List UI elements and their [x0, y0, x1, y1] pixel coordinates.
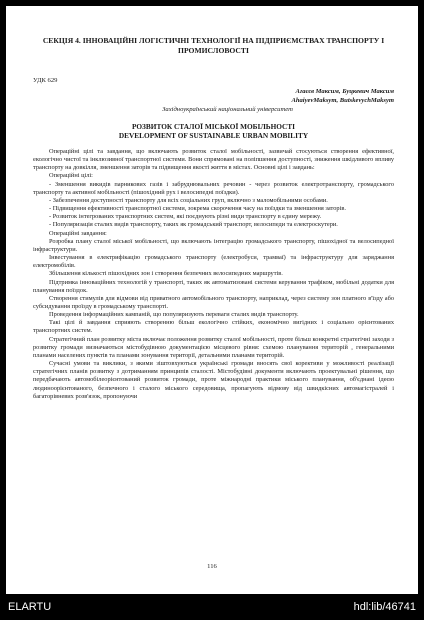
article-body [33, 148, 394, 401]
paragraph: Збільшення кількості пішохідних зон і створення безпечних велосипедних маршрутів. [49, 270, 283, 278]
handle-identifier: hdl:lib/46741 [353, 601, 416, 613]
title-ukrainian: РОЗВИТОК СТАЛОЇ МІСЬКОЇ МОБІЛЬНОСТІ [131, 122, 296, 131]
section-heading: СЕКЦІЯ 4. ІННОВАЦІЙНІ ЛОГІСТИЧНІ ТЕХНОЛОГІЇ НА ПІДПРИЄМСТВАХ ТРАНСПОРТУ І ПРОМИСЛОВОСТІ [42, 36, 385, 55]
title-english: DEVELOPMENT OF SUSTAINABLE URBAN MOBILITY [118, 131, 309, 140]
paragraph: - Популяризація сталих видів транспорту, таких як громадський транспорт, велосипеди та електроскутери. [49, 221, 338, 229]
paragraph: Стратегічний план розвитку міста включає положення розвитку сталої мобільності, проте більш конкретні стратегічні заходи з розвитку громади визначаються містобудівною документацією місцевого рівня: схемою планування територій , генеральними планами населених пунктів та планами зонування території, детальними планами територій. [33, 335, 394, 359]
paragraph: - Розвиток інтегрованих транспортних систем, які поєднують різні види транспорту в єдину мережу. [49, 213, 322, 221]
paragraph: Підтримка інноваційних технологій у транспорті, таких як автоматизовані системи керування трафіком, мобільні додатки для планування поїздок. [33, 278, 394, 294]
paragraph: Інвестування в електрифікацію громадського транспорту (електробуси, трамваї) та інфраструктуру для заряджання електромобілів. [33, 254, 394, 270]
affiliation: Західноукраїнський національний університет [162, 106, 293, 113]
document-page [6, 6, 418, 594]
paragraph: Операційні завдання: [49, 229, 107, 237]
paragraph: - Зменшення викидів парникових газів і забруднювальних речовин - через розвиток електротранспорту, громадського транспорту та активної мобільності (пішохідний рух і велосипедні поїздки). [33, 180, 394, 196]
authors-ukrainian: Агаєєв Максим, Буцкевич Максим [295, 88, 394, 95]
paragraph: - Підвищення ефективності транспортної системи, зокрема скорочення часу на поїздки та зменшення заторів. [49, 205, 346, 213]
paragraph: Такі цілі й завдання сприяють створенню більш екологічно стійких, економічно вигідних і соціально орієнтованих транспортних систем. [33, 319, 394, 335]
paragraph: Створення стимулів для відмови від приватного автомобільного транспорту, наприклад, через систему зон платного в'їзду або субсидування проїзду в громадському транспорті. [33, 294, 394, 310]
page-number: 116 [207, 563, 217, 570]
paragraph: Розробка плану сталої міської мобільності, що включають інтеграцію громадського транспорту, пішохідної та велосипедної інфраструктури. [33, 237, 394, 253]
udk-code: УДК 629 [33, 77, 58, 84]
paragraph: Операційні цілі та завдання, що включають розвиток сталої мобільності, зазвичай стосуються створення ефективної, екологічно чистої та інклюзивної транспортної системи. Вони спрямовані на поліпшення доступності, зниження шкідливого впливу транспорту на довкілля, зменшення заторів та підвищення якості життя в містах. Основні цілі і завдань: [33, 148, 394, 172]
paragraph: Операційні цілі: [49, 172, 93, 180]
paragraph: Сучасні умови та виклики, з якими зіштовхуються українські громади вносять свої корективи у можливості реалізації стратегічних планів розвитку з дотриманням принципів сталості. Містобудівні документи включають проектувальні рішення, що передбачають автомобілеорієнтований розвиток громади, проте міжнародні практики міського планування, об'єднані ідеєю людиноорієнтованого, безпечного і сталого міського середовища, пропагують відмову від швидкісних автомагістралей і багаторівневих розв'язок, пропонуючи [33, 360, 394, 400]
repository-footer [0, 594, 424, 620]
authors-english: AhaiyevMaksym, ButskevychMaksym [291, 97, 394, 104]
repository-name: ELARTU [8, 601, 52, 613]
paragraph: - Забезпечення доступності транспорту для всіх соціальних груп, включно з маломобільними особами. [49, 196, 328, 204]
article-title [33, 122, 394, 140]
paragraph: Проведення інформаційних кампаній, що популяризують переваги сталих видів транспорту. [49, 311, 299, 319]
